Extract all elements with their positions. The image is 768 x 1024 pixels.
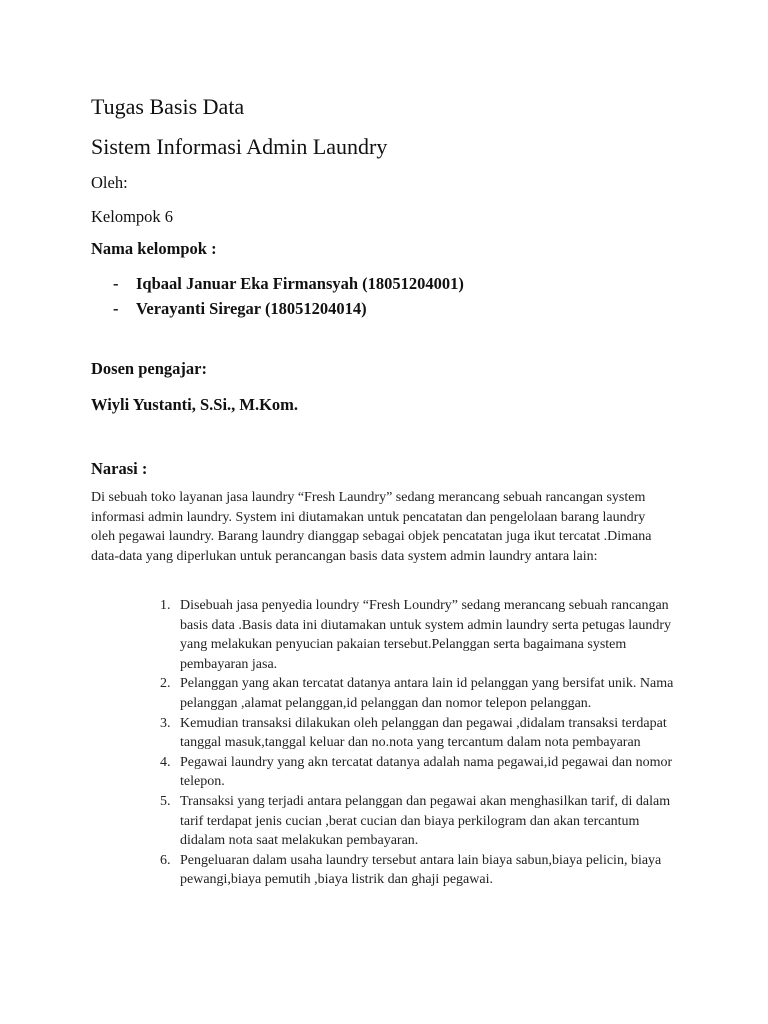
list-item — [160, 714, 680, 753]
document-title: Tugas Basis Data — [91, 94, 245, 119]
list-item-text: Disebuah jasa penyedia loundry “Fresh Loundry” sedang merancang sebuah rancangan basis data .Basis data ini diutamakan untuk system admin laundry serta petugas laundry yang melakukan penyucian pakaian tersebut.Pelanggan serta bagaimana system pembayaran jasa. — [180, 598, 672, 672]
list-number: 5. — [160, 793, 171, 809]
list-item-text: Pelanggan yang akan tercatat datanya antara lain id pelanggan yang bersifat unik. Nama pelanggan ,alamat pelanggan,id pelanggan dan nomor telepon pelanggan. — [180, 676, 674, 711]
narrative-label: Narasi : — [91, 459, 148, 478]
list-number: 1. — [160, 598, 171, 613]
narrative-paragraph: Di sebuah toko layanan jasa laundry “Fresh Laundry” sedang merancang sebuah rancangan system informasi admin laundry. System ini diutamakan untuk pencatatan dan pengelolaan barang laundry oleh pegawai laundry. Barang laundry dianggap sebagai objek pencatatan juga ikut tercatat .Dimana data-data yang diperlukan untuk perancangan basis data system admin laundry antara lain: — [91, 490, 652, 565]
list-item-text: Kemudian transaksi dilakukan oleh pelanggan dan pegawai ,didalam transaksi terdapat tanggal masuk,tanggal keluar dan no.nota yang tercantum dalam nota pembayaran — [180, 715, 667, 751]
member-name: Verayanti Siregar (18051204014) — [136, 299, 367, 318]
list-item — [160, 674, 680, 713]
list-item — [160, 596, 680, 674]
list-number: 4. — [160, 754, 171, 770]
group-members-label: Nama kelompok : — [91, 239, 217, 258]
list-item-text: Transaksi yang terjadi antara pelanggan dan pegawai akan menghasilkan tarif, di dalam tarif terdapat jenis cucian ,berat cucian dan biaya perkilogram dan akan tercantum didalam nota saat melakukan pembayaran. — [180, 793, 671, 849]
list-item-text: Pengeluaran dalam usaha laundry tersebut antara lain biaya sabun,biaya pelicin, biaya pewangi,biaya pemutih ,biaya listrik dan ghaji pegawai. — [180, 852, 662, 888]
lecturer-name: Wiyli Yustanti, S.Si., M.Kom. — [91, 395, 299, 414]
member-name: Iqbaal Januar Eka Firmansyah (18051204001) — [136, 274, 464, 293]
list-bullet: - — [113, 274, 119, 293]
member-item — [113, 296, 464, 321]
oleh-label: Oleh: — [91, 173, 128, 192]
list-bullet: - — [113, 299, 119, 318]
document-subtitle: Sistem Informasi Admin Laundry — [91, 134, 388, 159]
list-number: 2. — [160, 676, 171, 692]
group-name: Kelompok 6 — [91, 207, 174, 226]
list-number: 3. — [160, 715, 171, 731]
list-item-text: Pegawai laundry yang akn tercatat datanya adalah nama pegawai,id pegawai dan nomor telepon. — [180, 754, 673, 790]
list-item — [160, 753, 680, 792]
requirements-list — [160, 596, 680, 890]
list-item — [160, 851, 680, 890]
member-list — [113, 271, 464, 321]
member-item — [113, 271, 464, 296]
lecturer-label: Dosen pengajar: — [91, 359, 207, 378]
list-number: 6. — [160, 852, 171, 868]
list-item — [160, 792, 680, 851]
